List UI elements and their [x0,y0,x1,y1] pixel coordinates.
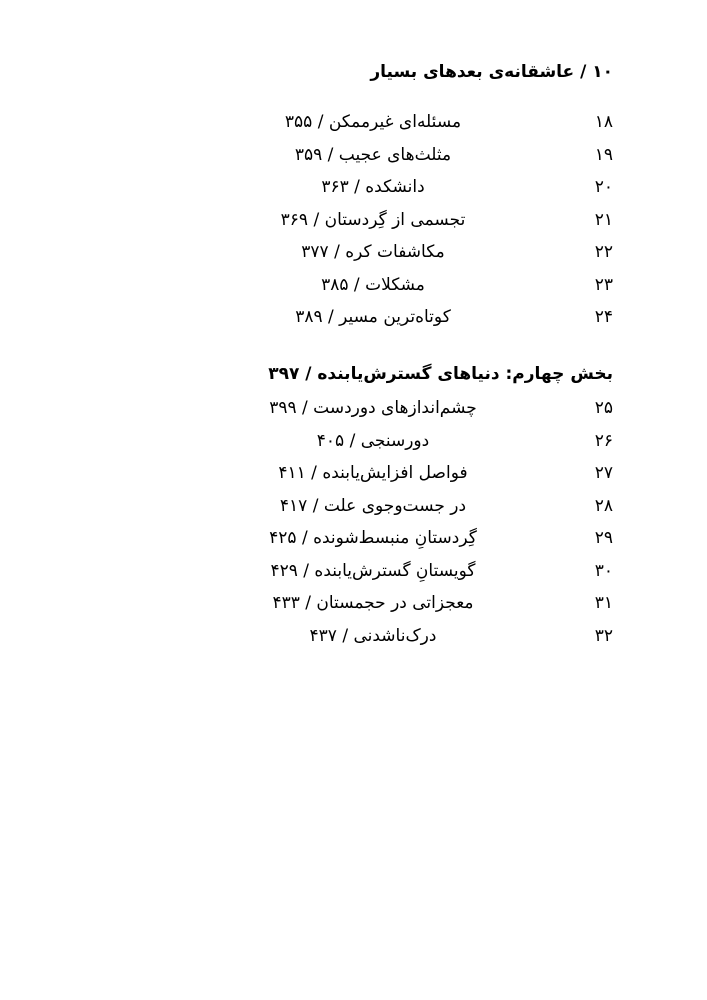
chapter-number: ۲۲ [594,242,613,263]
toc-row [193,425,613,458]
toc-row [193,106,613,139]
chapter-title: چشم‌اندازهای دوردست / ۳۹۹ [269,398,477,419]
toc-row [193,204,613,237]
toc-row [193,587,613,620]
chapter-number: ۳۱ [594,593,613,614]
chapter-title: مسئله‌ای غیرممکن / ۳۵۵ [284,112,462,133]
chapter-title: در جست‌وجوی علت / ۴۱۷ [279,495,467,516]
page-header: ۱۰ / عاشقانه‌ی بعدهای بسیار [370,62,613,82]
chapter-title: درک‌ناشدنی / ۴۳۷ [309,625,437,646]
chapter-title: دانشکده / ۳۶۳ [321,177,425,198]
chapter-number: ۲۶ [594,430,613,451]
chapter-title: معجزاتی در حجمستان / ۴۳۳ [272,593,474,614]
chapter-title: مثلث‌های عجیب / ۳۵۹ [294,144,452,165]
toc-row [193,139,613,172]
toc-row [193,490,613,523]
chapter-title: مشکلات / ۳۸۵ [321,274,425,295]
chapter-title: کوتاه‌ترین مسیر / ۳۸۹ [295,307,451,328]
section-title: بخش چهارم: دنیاهای گسترش‌یابنده / ۳۹۷ [268,364,613,384]
chapter-title: دورسنجی / ۴۰۵ [316,430,430,451]
toc-row [193,555,613,588]
chapter-number: ۳۰ [594,560,613,581]
toc-row [193,269,613,302]
toc-row [193,301,613,334]
chapter-number: ۳۲ [594,625,613,646]
chapter-number: ۲۳ [594,274,613,295]
toc-list-part-4 [193,392,613,652]
toc-row [193,522,613,555]
chapter-title: تجسمی از گِردستان / ۳۶۹ [280,209,466,230]
chapter-title: گِردستانِ منبسط‌شونده / ۴۲۵ [269,528,477,549]
toc-row [193,620,613,653]
chapter-number: ۱۸ [594,112,613,133]
chapter-number: ۲۰ [594,177,613,198]
chapter-number: ۲۴ [594,307,613,328]
chapter-title: مکاشفات کره / ۳۷۷ [301,242,445,263]
toc-row [193,171,613,204]
chapter-number: ۲۵ [594,398,613,419]
chapter-number: ۲۷ [594,463,613,484]
chapter-number: ۱۹ [594,144,613,165]
toc-row [193,392,613,425]
chapter-title: گویستانِ گسترش‌یابنده / ۴۲۹ [270,560,476,581]
chapter-number: ۲۸ [594,495,613,516]
toc-row [193,236,613,269]
toc-row [193,457,613,490]
chapter-number: ۲۹ [594,528,613,549]
chapter-title: فواصل افزایش‌یابنده / ۴۱۱ [278,463,468,484]
toc-list-part-3 [193,106,613,334]
chapter-number: ۲۱ [594,209,613,230]
